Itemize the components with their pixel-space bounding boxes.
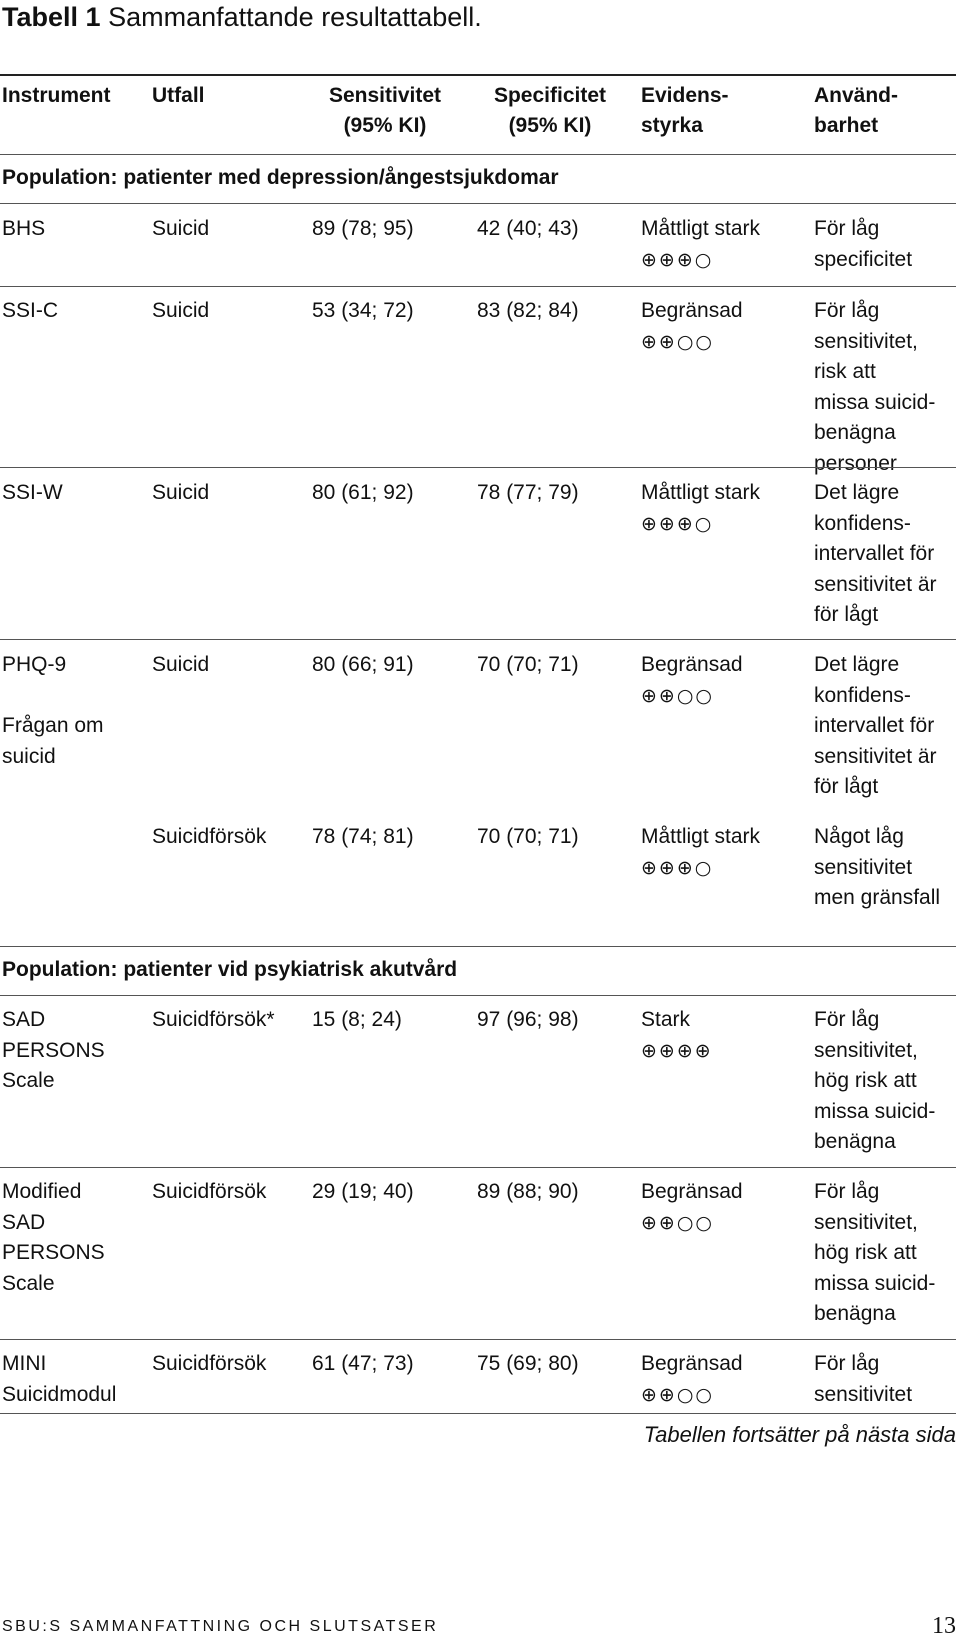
usability-line: Något låg (814, 825, 904, 848)
usability-line: sensitivitet är (814, 572, 937, 596)
evidence-text: Begränsad (641, 1352, 743, 1375)
usability-cell (814, 478, 960, 631)
evidence-text: Måttligt stark (641, 825, 761, 848)
row-rule (0, 639, 956, 640)
sensitivity-cell: 80 (61; 92) (312, 481, 414, 504)
row-rule (0, 1167, 956, 1168)
header-evidence-line2: styrka (641, 114, 703, 137)
instrument-cell (2, 296, 152, 327)
usability-line: intervallet för (814, 542, 935, 565)
usability-line: för lågt (814, 603, 879, 626)
sensitivity-cell: 15 (8; 24) (312, 1008, 402, 1031)
usability-line: missa suicid- (814, 1271, 936, 1295)
specificity-cell: 70 (70; 71) (477, 825, 579, 848)
usability-line: För låg (814, 1008, 880, 1031)
running-footer: SBU:S SAMMANFATTNING OCH SLUTSATSER (2, 1618, 439, 1635)
sensitivity-cell: 53 (34; 72) (312, 299, 414, 322)
instrument-line (2, 681, 152, 712)
usability-line: hög risk att (814, 1069, 917, 1092)
outcome-cell: Suicid (152, 481, 210, 504)
instrument-line: MINI (2, 1352, 47, 1375)
usability-line: sensitivitet (814, 1382, 913, 1406)
usability-line: sensitivitet (814, 855, 913, 879)
sensitivity-cell: 78 (74; 81) (312, 825, 414, 848)
header-sensitivity-line1: Sensitivitet (328, 84, 442, 107)
header-specificity-line1: Specificitet (493, 84, 607, 107)
instrument-line: SAD (2, 1008, 46, 1031)
usability-cell (814, 296, 960, 479)
evidence-text: Måttligt stark (641, 481, 761, 504)
usability-cell (814, 214, 960, 275)
usability-cell (814, 650, 960, 803)
header-sensitivity-line2: (95% KI) (343, 114, 427, 137)
usability-line: sensitivitet, (814, 1210, 918, 1234)
section-rule (0, 946, 956, 947)
instrument-line: BHS (2, 217, 46, 240)
instrument-line: PERSONS (2, 1241, 105, 1264)
instrument-line: Suicidmodul (2, 1382, 117, 1406)
instrument-cell (2, 1005, 152, 1097)
instrument-line: PERSONS (2, 1038, 105, 1062)
bottom-rule (0, 1413, 956, 1414)
usability-line: men gränsfall (814, 886, 941, 909)
usability-line: För låg (814, 299, 880, 322)
row-rule (0, 995, 956, 996)
evidence-rating-icons: ⊕⊕⊕○ (641, 512, 714, 535)
evidence-cell (641, 650, 811, 711)
header-instrument: Instrument (2, 84, 111, 107)
usability-line: Det lägre (814, 653, 900, 676)
evidence-cell (641, 1177, 811, 1238)
evidence-rating-icons: ⊕⊕○○ (641, 1211, 714, 1234)
usability-line: sensitivitet, (814, 1038, 918, 1062)
table-caption: Sammanfattande resultattabell. (108, 2, 482, 32)
usability-line: hög risk att (814, 1241, 917, 1264)
evidence-cell (641, 214, 811, 275)
evidence-text: Begränsad (641, 1180, 743, 1203)
specificity-cell: 83 (82; 84) (477, 299, 579, 322)
instrument-line: Frågan om (2, 714, 104, 737)
sensitivity-cell: 61 (47; 73) (312, 1352, 414, 1375)
sensitivity-cell: 89 (78; 95) (312, 217, 414, 240)
evidence-cell (641, 822, 811, 883)
table-title (2, 0, 482, 34)
usability-cell (814, 1005, 960, 1158)
row-rule (0, 203, 956, 204)
usability-line: benägna (814, 421, 896, 444)
row-rule (0, 1339, 956, 1340)
outcome-cell: Suicidförsök (152, 825, 267, 848)
evidence-rating-icons: ⊕⊕⊕⊕ (641, 1039, 713, 1062)
usability-line: benägna (814, 1302, 896, 1325)
instrument-line: SSI-C (2, 299, 59, 322)
usability-cell (814, 822, 960, 914)
specificity-cell: 97 (96; 98) (477, 1008, 579, 1031)
instrument-line: suicid (2, 744, 56, 768)
population-heading: Population: patienter med depression/ångestsjukdomar (2, 166, 559, 189)
outcome-cell: Suicid (152, 299, 210, 322)
header-evidence-line1: Evidens- (641, 84, 729, 107)
evidence-text: Begränsad (641, 653, 743, 676)
outcome-cell: Suicidförsök (152, 1180, 267, 1203)
header-usability-line2: barhet (814, 114, 879, 137)
header-rule (0, 154, 956, 155)
evidence-text: Måttligt stark (641, 217, 761, 240)
instrument-cell (2, 1349, 152, 1410)
instrument-cell (2, 650, 152, 772)
evidence-cell (641, 1349, 811, 1410)
header-specificity (470, 81, 630, 141)
outcome-cell: Suicid (152, 217, 210, 240)
outcome-cell: Suicid (152, 653, 210, 676)
sensitivity-cell: 80 (66; 91) (312, 653, 414, 676)
instrument-line: Scale (2, 1271, 55, 1295)
usability-line: För låg (814, 1352, 880, 1375)
instrument-line: SAD (2, 1210, 46, 1234)
usability-cell (814, 1349, 960, 1410)
usability-line: Det lägre (814, 481, 900, 504)
evidence-rating-icons: ⊕⊕○○ (641, 684, 714, 707)
evidence-rating-icons: ⊕⊕⊕○ (641, 248, 714, 271)
usability-line: risk att (814, 360, 876, 383)
outcome-cell: Suicidförsök* (152, 1008, 275, 1031)
usability-line: För låg (814, 1180, 880, 1203)
outcome-cell: Suicidförsök (152, 1352, 267, 1375)
evidence-rating-icons: ⊕⊕⊕○ (641, 856, 714, 879)
usability-line: konfidens- (814, 511, 911, 535)
evidence-text: Stark (641, 1008, 691, 1031)
usability-line: intervallet för (814, 714, 935, 737)
usability-line: sensitivitet är (814, 744, 937, 768)
specificity-cell: 75 (69; 80) (477, 1352, 579, 1375)
usability-line: personer (814, 451, 897, 475)
instrument-line: PHQ-9 (2, 653, 67, 676)
usability-line: för lågt (814, 775, 879, 798)
evidence-cell (641, 1005, 811, 1066)
instrument-line: Scale (2, 1069, 55, 1092)
usability-line: För låg (814, 217, 880, 240)
specificity-cell: 78 (77; 79) (477, 481, 579, 504)
specificity-cell: 42 (40; 43) (477, 217, 579, 240)
specificity-cell: 89 (88; 90) (477, 1180, 579, 1203)
page-number: 13 (932, 1613, 956, 1639)
row-rule (0, 286, 956, 287)
header-usability (814, 81, 898, 141)
specificity-cell: 70 (70; 71) (477, 653, 579, 676)
usability-line: specificitet (814, 247, 913, 271)
header-usability-line1: Använd- (814, 84, 898, 107)
population-heading: Population: patienter vid psykiatrisk akutvård (2, 958, 458, 981)
instrument-cell (2, 478, 152, 509)
usability-line: konfidens- (814, 683, 911, 707)
evidence-rating-icons: ⊕⊕○○ (641, 1383, 714, 1406)
sensitivity-cell: 29 (19; 40) (312, 1180, 414, 1203)
instrument-line: Modified (2, 1180, 82, 1203)
usability-line: missa suicid- (814, 1099, 936, 1123)
usability-line: benägna (814, 1130, 896, 1153)
evidence-text: Begränsad (641, 299, 743, 322)
header-specificity-line2: (95% KI) (508, 114, 592, 137)
evidence-cell (641, 478, 811, 539)
usability-line: sensitivitet, (814, 329, 918, 353)
table-label: Tabell 1 (2, 2, 101, 32)
instrument-cell (2, 1177, 152, 1299)
instrument-line: SSI-W (2, 481, 63, 504)
continuation-note: Tabellen fortsätter på nästa sida (643, 1422, 956, 1447)
header-evidence (641, 81, 729, 141)
top-rule (0, 74, 956, 76)
header-sensitivity (305, 81, 465, 141)
usability-line: missa suicid- (814, 390, 936, 414)
row-rule (0, 467, 956, 468)
evidence-rating-icons: ⊕⊕○○ (641, 330, 714, 353)
header-utfall: Utfall (152, 84, 205, 107)
evidence-cell (641, 296, 811, 357)
usability-cell (814, 1177, 960, 1330)
instrument-cell (2, 214, 152, 245)
